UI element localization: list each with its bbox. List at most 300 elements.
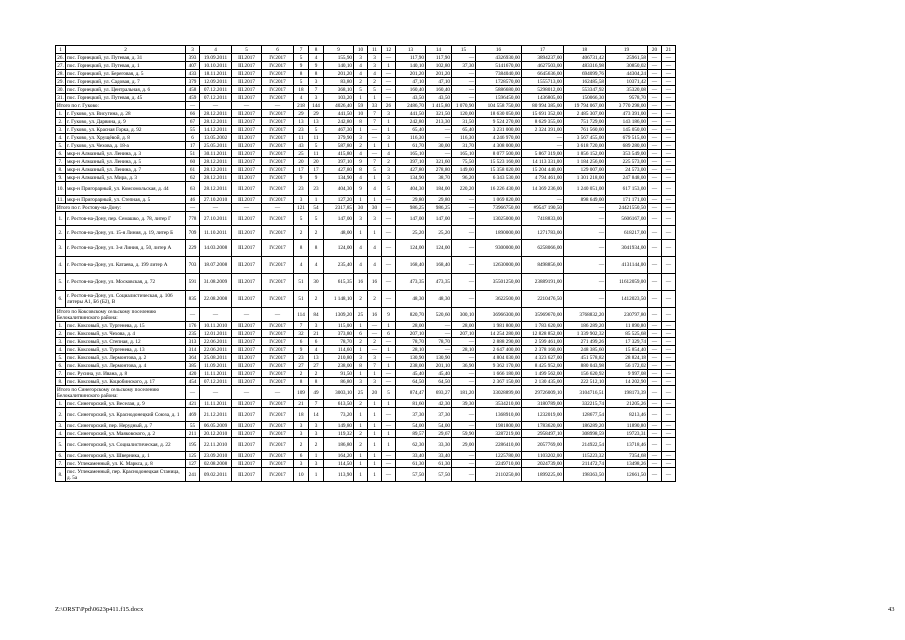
table-cell: — <box>648 338 662 346</box>
table-cell: 28,00 <box>452 322 476 330</box>
table-cell: 5 <box>294 54 309 62</box>
table-cell: 9 <box>309 174 324 182</box>
table-cell: 3 <box>309 94 324 102</box>
table-cell: — <box>662 370 676 378</box>
table-cell: 75,50 <box>452 158 476 166</box>
table-cell: 1 <box>368 196 382 204</box>
column-number-cell: 6 <box>262 46 294 54</box>
table-cell: 3 <box>309 422 324 430</box>
table-cell: 1 <box>354 322 368 330</box>
table-cell: 5 <box>354 86 368 94</box>
column-number-cell: 20 <box>648 46 662 54</box>
table-cell: III.2017 <box>232 240 262 257</box>
table-cell: 1. <box>56 212 66 226</box>
table-cell: 78,70 <box>324 338 354 346</box>
table-cell: 3003,10 <box>324 386 354 400</box>
table-cell: 26. <box>57 54 64 61</box>
table-cell: 16 226 430,00 <box>476 182 522 196</box>
table-cell: 880 043,98 <box>564 362 606 370</box>
table-cell: 109 <box>294 386 309 400</box>
table-cell: — <box>662 78 676 86</box>
table-cell: 321,60 <box>426 158 452 166</box>
table-cell: — <box>648 438 662 452</box>
table-cell: — <box>382 460 396 468</box>
table-cell: 4 <box>368 257 382 274</box>
table-cell: IV.2017 <box>262 468 294 482</box>
table-cell: 8 <box>354 362 368 370</box>
address-cell: пос. Коксовый, ул. Степная, д. 12 <box>66 338 186 346</box>
address-cell: пос. Синегорский, ул. Маяковского, д. 2 <box>66 430 186 438</box>
table-cell: 19723,31 <box>606 430 648 438</box>
table-cell: 155,90 <box>324 54 354 62</box>
table-cell: 160,40 <box>426 86 452 94</box>
table-cell: 3180789,00 <box>522 400 564 408</box>
table-cell: — <box>452 226 476 240</box>
table-cell: 1. <box>56 400 66 408</box>
table-cell: 8 <box>354 118 368 126</box>
table-cell: — <box>426 346 452 354</box>
table-cell: IV.2017 <box>262 257 294 274</box>
table-cell: — <box>368 134 382 142</box>
table-cell: 21205,26 <box>606 400 648 408</box>
table-cell: 2 <box>354 438 368 452</box>
table-cell: 761 560,00 <box>564 126 606 134</box>
table-cell: 553347,92 <box>564 86 606 94</box>
table-cell: — <box>662 422 676 430</box>
table-row <box>56 134 676 142</box>
table-cell: 147,00 <box>396 212 426 226</box>
table-cell: — <box>648 196 662 204</box>
table-cell: 27.10.2011 <box>200 212 232 226</box>
table-row <box>56 274 676 291</box>
table-cell: 2 324 391,00 <box>522 126 564 134</box>
table-cell: 114,60 <box>324 346 354 354</box>
table-cell: 39,30 <box>452 400 476 408</box>
table-cell: 63 <box>186 182 200 196</box>
table-cell: 473,35 <box>396 274 426 291</box>
table-cell: IV.2017 <box>262 212 294 226</box>
table-cell: — <box>452 370 476 378</box>
table-cell: 12.09.2011 <box>200 78 232 86</box>
table-cell: 57,50 <box>426 468 452 482</box>
page-number: 43 <box>888 606 895 613</box>
table-cell: — <box>452 274 476 291</box>
table-cell: 459 <box>186 94 200 102</box>
table-cell: — <box>522 134 564 142</box>
column-number-cell: 12 <box>382 46 396 54</box>
table-cell: 26 <box>382 102 396 110</box>
table-cell: III.2017 <box>232 274 262 291</box>
address-cell: пос. Синегорский, ул. Веселая, д. 9 <box>66 400 186 408</box>
table-row <box>56 182 676 196</box>
table-cell: 57,50 <box>396 468 426 482</box>
table-cell: — <box>662 54 676 62</box>
table-cell: 7 <box>368 362 382 370</box>
table-cell: 3 <box>354 378 368 386</box>
table-row <box>56 257 676 274</box>
table-cell: 55 <box>186 422 200 430</box>
address-cell: пос. Коксовый, ул. Чехова, д. 4 <box>66 330 186 338</box>
table-cell: 8 629 355,00 <box>522 118 564 126</box>
table-cell: IV.2017 <box>262 354 294 362</box>
table-cell: 271 499,26 <box>564 338 606 346</box>
table-cell: 241 <box>186 468 200 482</box>
table-cell: — <box>452 408 476 422</box>
table-cell: 165,10 <box>452 150 476 158</box>
table-row <box>56 291 676 308</box>
table-cell: 81,60 <box>396 400 426 408</box>
table-cell: 7 <box>294 322 309 330</box>
table-cell: — <box>426 126 452 134</box>
table-cell: — <box>382 291 396 308</box>
table-cell: 238,00 <box>396 362 426 370</box>
table-cell: 61,70 <box>396 142 426 150</box>
table-cell: 5 <box>309 126 324 134</box>
table-cell: 4 308 000,00 <box>476 142 522 150</box>
table-cell: 33,40 <box>396 452 426 460</box>
table-cell: — <box>648 110 662 118</box>
table-cell: 7418833,00 <box>522 212 564 226</box>
table-cell: 308998,59 <box>564 430 606 438</box>
address-cell: г. Ростов-на-Дону, ул. Социалистическая, д. 106 литеры А1, Б6 (Б2), В <box>66 291 186 308</box>
table-cell: — <box>648 460 662 468</box>
table-cell: 15 523 160,00 <box>476 158 522 166</box>
table-cell: 2 <box>354 142 368 150</box>
table-cell: 8 077 500,00 <box>476 150 522 158</box>
table-cell: — <box>662 378 676 386</box>
table-cell: 709 <box>186 226 200 240</box>
table-cell: 23 <box>309 182 324 196</box>
table-cell: 12661,50 <box>606 468 648 482</box>
table-cell: 160,40 <box>396 86 426 94</box>
table-cell: III.2017 <box>232 54 262 62</box>
table-cell: 5. <box>56 274 66 291</box>
table-cell: 28,10 <box>396 346 426 354</box>
table-cell: 15 204 440,00 <box>522 166 564 174</box>
table-cell: 21 <box>309 330 324 338</box>
table-cell: IV.2017 <box>262 460 294 468</box>
table-cell: 1 <box>309 196 324 204</box>
table-cell: 313 <box>186 338 200 346</box>
table-cell: 15 691 352,00 <box>522 110 564 118</box>
table-cell: III.2017 <box>232 118 262 126</box>
table-cell: — <box>382 226 396 240</box>
table-cell: 427,80 <box>396 166 426 174</box>
table-cell: 441,50 <box>324 110 354 118</box>
table-cell: — <box>662 438 676 452</box>
table-cell: 235,40 <box>324 257 354 274</box>
table-cell: 1 <box>309 468 324 482</box>
table-cell: 2. <box>56 408 66 422</box>
table-cell: IV.2017 <box>262 370 294 378</box>
table-cell: 13498,26 <box>606 460 648 468</box>
table-cell: 4 <box>294 94 309 102</box>
table-cell: — <box>452 378 476 386</box>
table-cell: 37,30 <box>452 62 476 70</box>
table-cell: 1 <box>368 174 382 182</box>
table-cell: 1 <box>354 422 368 430</box>
table-cell: 2 <box>354 78 368 86</box>
table-cell: 13025000,00 <box>476 212 522 226</box>
table-cell: 4 <box>294 257 309 274</box>
table-cell: 1 148,10 <box>324 291 354 308</box>
table-cell: 2 <box>294 370 309 378</box>
table-cell: 2 <box>354 338 368 346</box>
table-cell: III.2017 <box>232 174 262 182</box>
table-cell: 4 <box>354 70 368 78</box>
table-cell: 9 362 170,00 <box>476 362 522 370</box>
table-cell: 30.11.2011 <box>200 150 232 158</box>
table-cell: 5 <box>382 386 396 400</box>
table-cell: 520,60 <box>426 308 452 322</box>
table-cell: 17 <box>294 166 309 174</box>
table-row <box>56 62 676 70</box>
table-row <box>56 438 676 452</box>
section-total-row <box>56 386 676 400</box>
table-cell: 5. <box>56 438 66 452</box>
table-cell: — <box>662 257 676 274</box>
table-cell: 368,10 <box>324 86 354 94</box>
table-cell: III.2017 <box>232 126 262 134</box>
table-cell: 27. <box>57 62 64 69</box>
table-cell: — <box>522 196 564 204</box>
table-cell: 32 <box>294 330 309 338</box>
table-cell: 30 <box>368 204 382 212</box>
table-cell: 5 <box>368 166 382 174</box>
table-cell: — <box>648 204 662 212</box>
table-cell: 4. <box>56 430 66 438</box>
address-cell: мкр-н Пригорарный, ул. Степная, д. 5 <box>66 196 186 204</box>
table-cell: 121 <box>294 204 309 212</box>
table-cell: 364 <box>186 354 200 362</box>
table-cell: — <box>452 240 476 257</box>
table-cell: 3. <box>56 240 66 257</box>
table-cell: — <box>648 378 662 386</box>
table-cell: — <box>232 102 262 110</box>
table-cell: — <box>662 346 676 354</box>
table-cell: 145 050,00 <box>606 126 648 134</box>
table-cell: 73,20 <box>324 408 354 422</box>
table-cell: 1 <box>309 452 324 460</box>
table-cell: 242,80 <box>396 118 426 126</box>
table-cell: 51 <box>294 291 309 308</box>
table-cell: — <box>648 62 662 70</box>
table-cell: 6 <box>354 330 368 338</box>
table-cell: 3 <box>354 354 368 362</box>
table-cell: 3 567 455,00 <box>564 134 606 142</box>
column-number-cell: 1 <box>56 46 66 54</box>
table-cell: — <box>262 386 294 400</box>
table-cell: 4 <box>368 240 382 257</box>
table-cell: 1 <box>368 430 382 438</box>
table-cell: 36966300,00 <box>476 308 522 322</box>
table-cell: — <box>368 150 382 158</box>
table-row <box>56 212 676 226</box>
table-cell: 1. <box>56 322 66 330</box>
table-cell: 23 <box>294 354 309 362</box>
table-cell: 28,10 <box>452 346 476 354</box>
table-cell: 3 <box>368 54 382 62</box>
table-cell: 1 <box>368 370 382 378</box>
table-cell: 4. <box>56 257 66 274</box>
table-cell: — <box>382 94 396 102</box>
table-cell: 144 <box>309 102 324 110</box>
table-cell: 3 <box>354 212 368 226</box>
table-cell: 353 549,00 <box>606 150 648 158</box>
table-cell: 124,00 <box>396 240 426 257</box>
table-cell: 9 <box>354 182 368 196</box>
table-cell: 4 <box>368 70 382 78</box>
table-cell: III.2017 <box>232 370 262 378</box>
table-cell: III.2017 <box>232 408 262 422</box>
table-cell: — <box>382 196 396 204</box>
table-cell: 6. <box>56 362 66 370</box>
housing-resettlement-table <box>55 45 676 482</box>
table-cell: 116,30 <box>452 134 476 142</box>
table-row <box>56 430 676 438</box>
table-cell: 332215,74 <box>564 400 606 408</box>
table-cell: — <box>648 468 662 482</box>
table-cell: 1309,20 <box>324 308 354 322</box>
table-cell: III.2017 <box>232 212 262 226</box>
table-cell: 2. <box>56 226 66 240</box>
table-cell: 45,40 <box>426 370 452 378</box>
address-cell: мкр-н Алмазный, ул. Ленина, д. 5 <box>66 158 186 166</box>
table-cell: 30 <box>354 204 368 212</box>
table-cell: 6. <box>56 291 66 308</box>
address-cell: г. Гуково, ул. Хрущёвой, д. 8 <box>66 134 186 142</box>
table-cell: 13718,46 <box>606 438 648 452</box>
table-cell: 214922,54 <box>564 438 606 452</box>
table-row <box>56 226 676 240</box>
table-cell: 404,30 <box>396 182 426 196</box>
table-cell: 3104716,51 <box>564 386 606 400</box>
table-cell: — <box>382 54 396 62</box>
table-cell: — <box>662 468 676 482</box>
table-cell: 248 385,60 <box>564 346 606 354</box>
table-cell: IV.2017 <box>262 70 294 78</box>
table-cell: 441,50 <box>396 110 426 118</box>
table-cell: IV.2017 <box>262 430 294 438</box>
table-cell: 220,20 <box>452 182 476 196</box>
table-cell: 20.12.2010 <box>200 430 232 438</box>
address-cell: г. Ростов-на-Дону, ул. Московская, д. 72 <box>66 274 186 291</box>
table-cell: 587,80 <box>324 142 354 150</box>
table-cell: 35969670,00 <box>522 308 564 322</box>
table-row <box>56 78 676 86</box>
table-cell: 6 <box>294 452 309 460</box>
table-cell: 8 <box>294 378 309 386</box>
column-number-cell: 14 <box>426 46 452 54</box>
table-cell: 8213,46 <box>606 408 648 422</box>
table-cell: 3287219,00 <box>476 430 522 438</box>
address-cell: пос. Коксовый, ул. Лермонтова, д. 2 <box>66 354 186 362</box>
table-cell: 14.12.2011 <box>200 126 232 134</box>
section-label: Итого по Синегорскому сельскому поселению Белокалитвинского района: <box>56 386 186 400</box>
table-cell: IV.2017 <box>262 150 294 158</box>
table-cell: — <box>648 430 662 438</box>
address-cell: пос. Горнецкий, ул. Путевая, д. 31 <box>66 54 186 62</box>
table-cell: 2057769,00 <box>522 438 564 452</box>
table-cell: 44304,24 <box>606 70 648 78</box>
table-cell: 1 <box>354 346 368 354</box>
table-cell: 29,67 <box>426 430 452 438</box>
table-cell: 3 <box>382 174 396 182</box>
table-cell: 2317,85 <box>324 204 354 212</box>
table-cell: 1 <box>368 468 382 482</box>
table-cell: 613,50 <box>324 400 354 408</box>
table-cell: 61,30 <box>426 460 452 468</box>
table-cell: 7 <box>368 158 382 166</box>
table-cell: 14 369 236,00 <box>522 182 564 196</box>
table-cell: 300,10 <box>452 308 476 322</box>
table-cell: IV.2017 <box>262 166 294 174</box>
table-cell: III.2017 <box>232 354 262 362</box>
table-cell: 7384040,00 <box>476 70 522 78</box>
table-cell: 1 <box>354 460 368 468</box>
table-cell: 1 <box>382 62 396 70</box>
table-cell: 2 <box>368 338 382 346</box>
table-cell: 48,00 <box>324 226 354 240</box>
table-cell: — <box>564 274 606 291</box>
table-cell: 43 <box>294 142 309 150</box>
table-cell: 25,20 <box>396 226 426 240</box>
table-cell: 35320,08 <box>606 86 648 94</box>
table-cell: 4 <box>309 257 324 274</box>
table-cell: 09.02.2011 <box>200 468 232 482</box>
table-cell: 1 981 800,00 <box>476 322 522 330</box>
table-cell: 198173,39 <box>606 386 648 400</box>
table-cell: 13 <box>294 118 309 126</box>
table-cell: — <box>452 468 476 482</box>
table-cell: — <box>382 378 396 386</box>
table-cell: IV.2017 <box>262 400 294 408</box>
table-cell: 59,90 <box>452 430 476 438</box>
table-cell: 7 <box>368 110 382 118</box>
table-cell: 9 <box>354 158 368 166</box>
table-cell: 4 <box>354 174 368 182</box>
table-cell: 1 <box>354 126 368 134</box>
table-cell: 3 <box>382 134 396 142</box>
table-cell: IV.2017 <box>262 196 294 204</box>
table-cell: — <box>662 102 676 110</box>
column-number-cell: 4 <box>200 46 232 54</box>
table-cell: 84 <box>309 308 324 322</box>
table-cell: 1 301 218,00 <box>564 174 606 182</box>
table-cell: 8 <box>294 240 309 257</box>
table-cell: 21.12.2011 <box>200 408 232 422</box>
table-cell: — <box>452 94 476 102</box>
table-cell: 986,25 <box>426 204 452 212</box>
table-cell: 80 994 385,00 <box>522 102 564 110</box>
table-cell: 22.08.2008 <box>200 291 232 308</box>
address-cell: мкр-н Алмазный, ул. Ленина, д. 7 <box>66 166 186 174</box>
table-cell: 201,10 <box>426 362 452 370</box>
table-row <box>56 54 676 62</box>
table-cell: 13 <box>309 354 324 362</box>
section-label: Итого по Коксовскому сельскому поселению Белокалитвинского района: <box>56 308 186 322</box>
table-cell: — <box>564 212 606 226</box>
table-cell: — <box>382 86 396 94</box>
table-cell: #9547 190,50 <box>522 204 564 212</box>
table-cell: 150066,30 <box>564 94 606 102</box>
table-cell: 230797,80 <box>606 308 648 322</box>
table-cell: 242,80 <box>324 118 354 126</box>
table-cell: — <box>382 468 396 482</box>
table-cell: 4. <box>56 134 66 142</box>
table-cell: IV.2017 <box>262 330 294 338</box>
address-cell: пос. Горнецкий, ул. Садовая, д. 7 <box>66 78 186 86</box>
